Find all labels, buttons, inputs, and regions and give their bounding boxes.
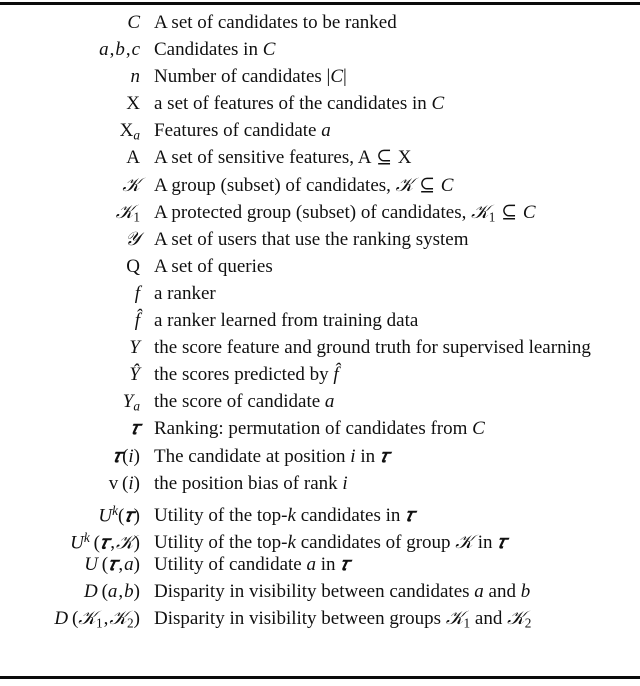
symbol-cell: $U^k(𝜏)$: [98, 502, 140, 527]
symbol-cell: n: [130, 66, 140, 88]
symbol-cell: 𝒦1: [115, 200, 140, 224]
symbol-cell: D (a,b): [84, 580, 140, 602]
description-cell: the scores predicted by f̂: [154, 364, 339, 386]
table-row: [0, 90, 640, 117]
table-row: [0, 226, 640, 253]
symbol-cell: X: [126, 93, 140, 115]
symbol-cell: $U^k$ (𝜏,𝒦): [70, 529, 140, 554]
description-cell: Features of candidate a: [154, 120, 331, 142]
table-row: [0, 9, 640, 36]
table-row: [0, 117, 640, 144]
table-row: [0, 253, 640, 280]
symbol-cell: A: [126, 147, 140, 169]
description-cell: Disparity in visibility between groups 𝒦1 and 𝒦2: [154, 607, 532, 631]
table-row: [0, 415, 640, 442]
description-cell: Utility of the top-k candidates of group 𝒦 in 𝜏: [154, 531, 507, 554]
description-cell: Number of candidates |C|: [154, 66, 347, 88]
symbol-cell: Y: [129, 337, 140, 359]
description-cell: a ranker learned from training data: [154, 310, 419, 332]
symbol-cell: 𝜏: [130, 418, 140, 440]
table-row: [0, 551, 640, 578]
description-cell: A set of sensitive features, A ⊆ X: [154, 147, 412, 169]
symbol-cell: f: [134, 282, 140, 304]
description-cell: Utility of candidate a in 𝜏: [154, 553, 350, 575]
table-top-rule: [0, 2, 640, 5]
symbol-cell: D (𝒦1,𝒦2): [54, 607, 140, 631]
description-cell: A set of candidates to be ranked: [154, 12, 397, 33]
description-cell: A set of queries: [154, 255, 273, 277]
symbol-cell: a,b,c: [99, 39, 140, 61]
description-cell: Disparity in visibility between candidates a and b: [154, 580, 531, 602]
symbol-cell: Ya: [122, 391, 140, 414]
symbol-cell: U (𝜏,a): [84, 553, 140, 575]
table-row: [0, 144, 640, 171]
table-row: [0, 199, 640, 226]
symbol-cell: Q: [126, 255, 140, 277]
symbol-cell: 𝜏(i): [112, 445, 140, 467]
table-body: [0, 9, 640, 632]
description-cell: a set of features of the candidates in C: [154, 93, 445, 115]
table-row: [0, 497, 640, 527]
table-row: [0, 605, 640, 632]
description-cell: Utility of the top-k candidates in 𝜏: [154, 505, 415, 527]
description-cell: A set of users that use the ranking system: [154, 228, 469, 250]
symbol-cell: 𝒴: [125, 227, 140, 250]
description-cell: the position bias of rank i: [154, 472, 348, 494]
table-row: [0, 470, 640, 497]
description-cell: a ranker: [154, 282, 216, 304]
description-cell: The candidate at position i in 𝜏: [154, 445, 390, 467]
table-row: [0, 280, 640, 307]
table-row: [0, 388, 640, 415]
symbol-cell: f̂: [134, 310, 140, 332]
table-row: [0, 361, 640, 388]
table-row: [0, 63, 640, 90]
symbol-cell: Ŷ: [129, 364, 140, 386]
symbol-cell: Xa: [119, 120, 140, 143]
symbol-cell: 𝒦: [122, 173, 140, 196]
description-cell: the score feature and ground truth for supervised learning: [154, 337, 591, 359]
table-bottom-rule: [0, 676, 640, 679]
description-cell: Ranking: permutation of candidates from C: [154, 418, 485, 440]
table-row: [0, 443, 640, 470]
table-row: [0, 334, 640, 361]
symbol-cell: v (i): [108, 472, 140, 494]
table-row: [0, 172, 640, 199]
description-cell: the score of candidate a: [154, 391, 335, 413]
description-cell: A group (subset) of candidates, 𝒦 ⊆ C: [154, 173, 454, 196]
description-cell: Candidates in C: [154, 39, 276, 61]
description-cell: A protected group (subset) of candidates, 𝒦1 ⊆ C: [154, 200, 536, 224]
table-row: [0, 578, 640, 605]
table-row: [0, 307, 640, 334]
symbol-cell: C: [127, 12, 140, 33]
table-row: [0, 36, 640, 63]
